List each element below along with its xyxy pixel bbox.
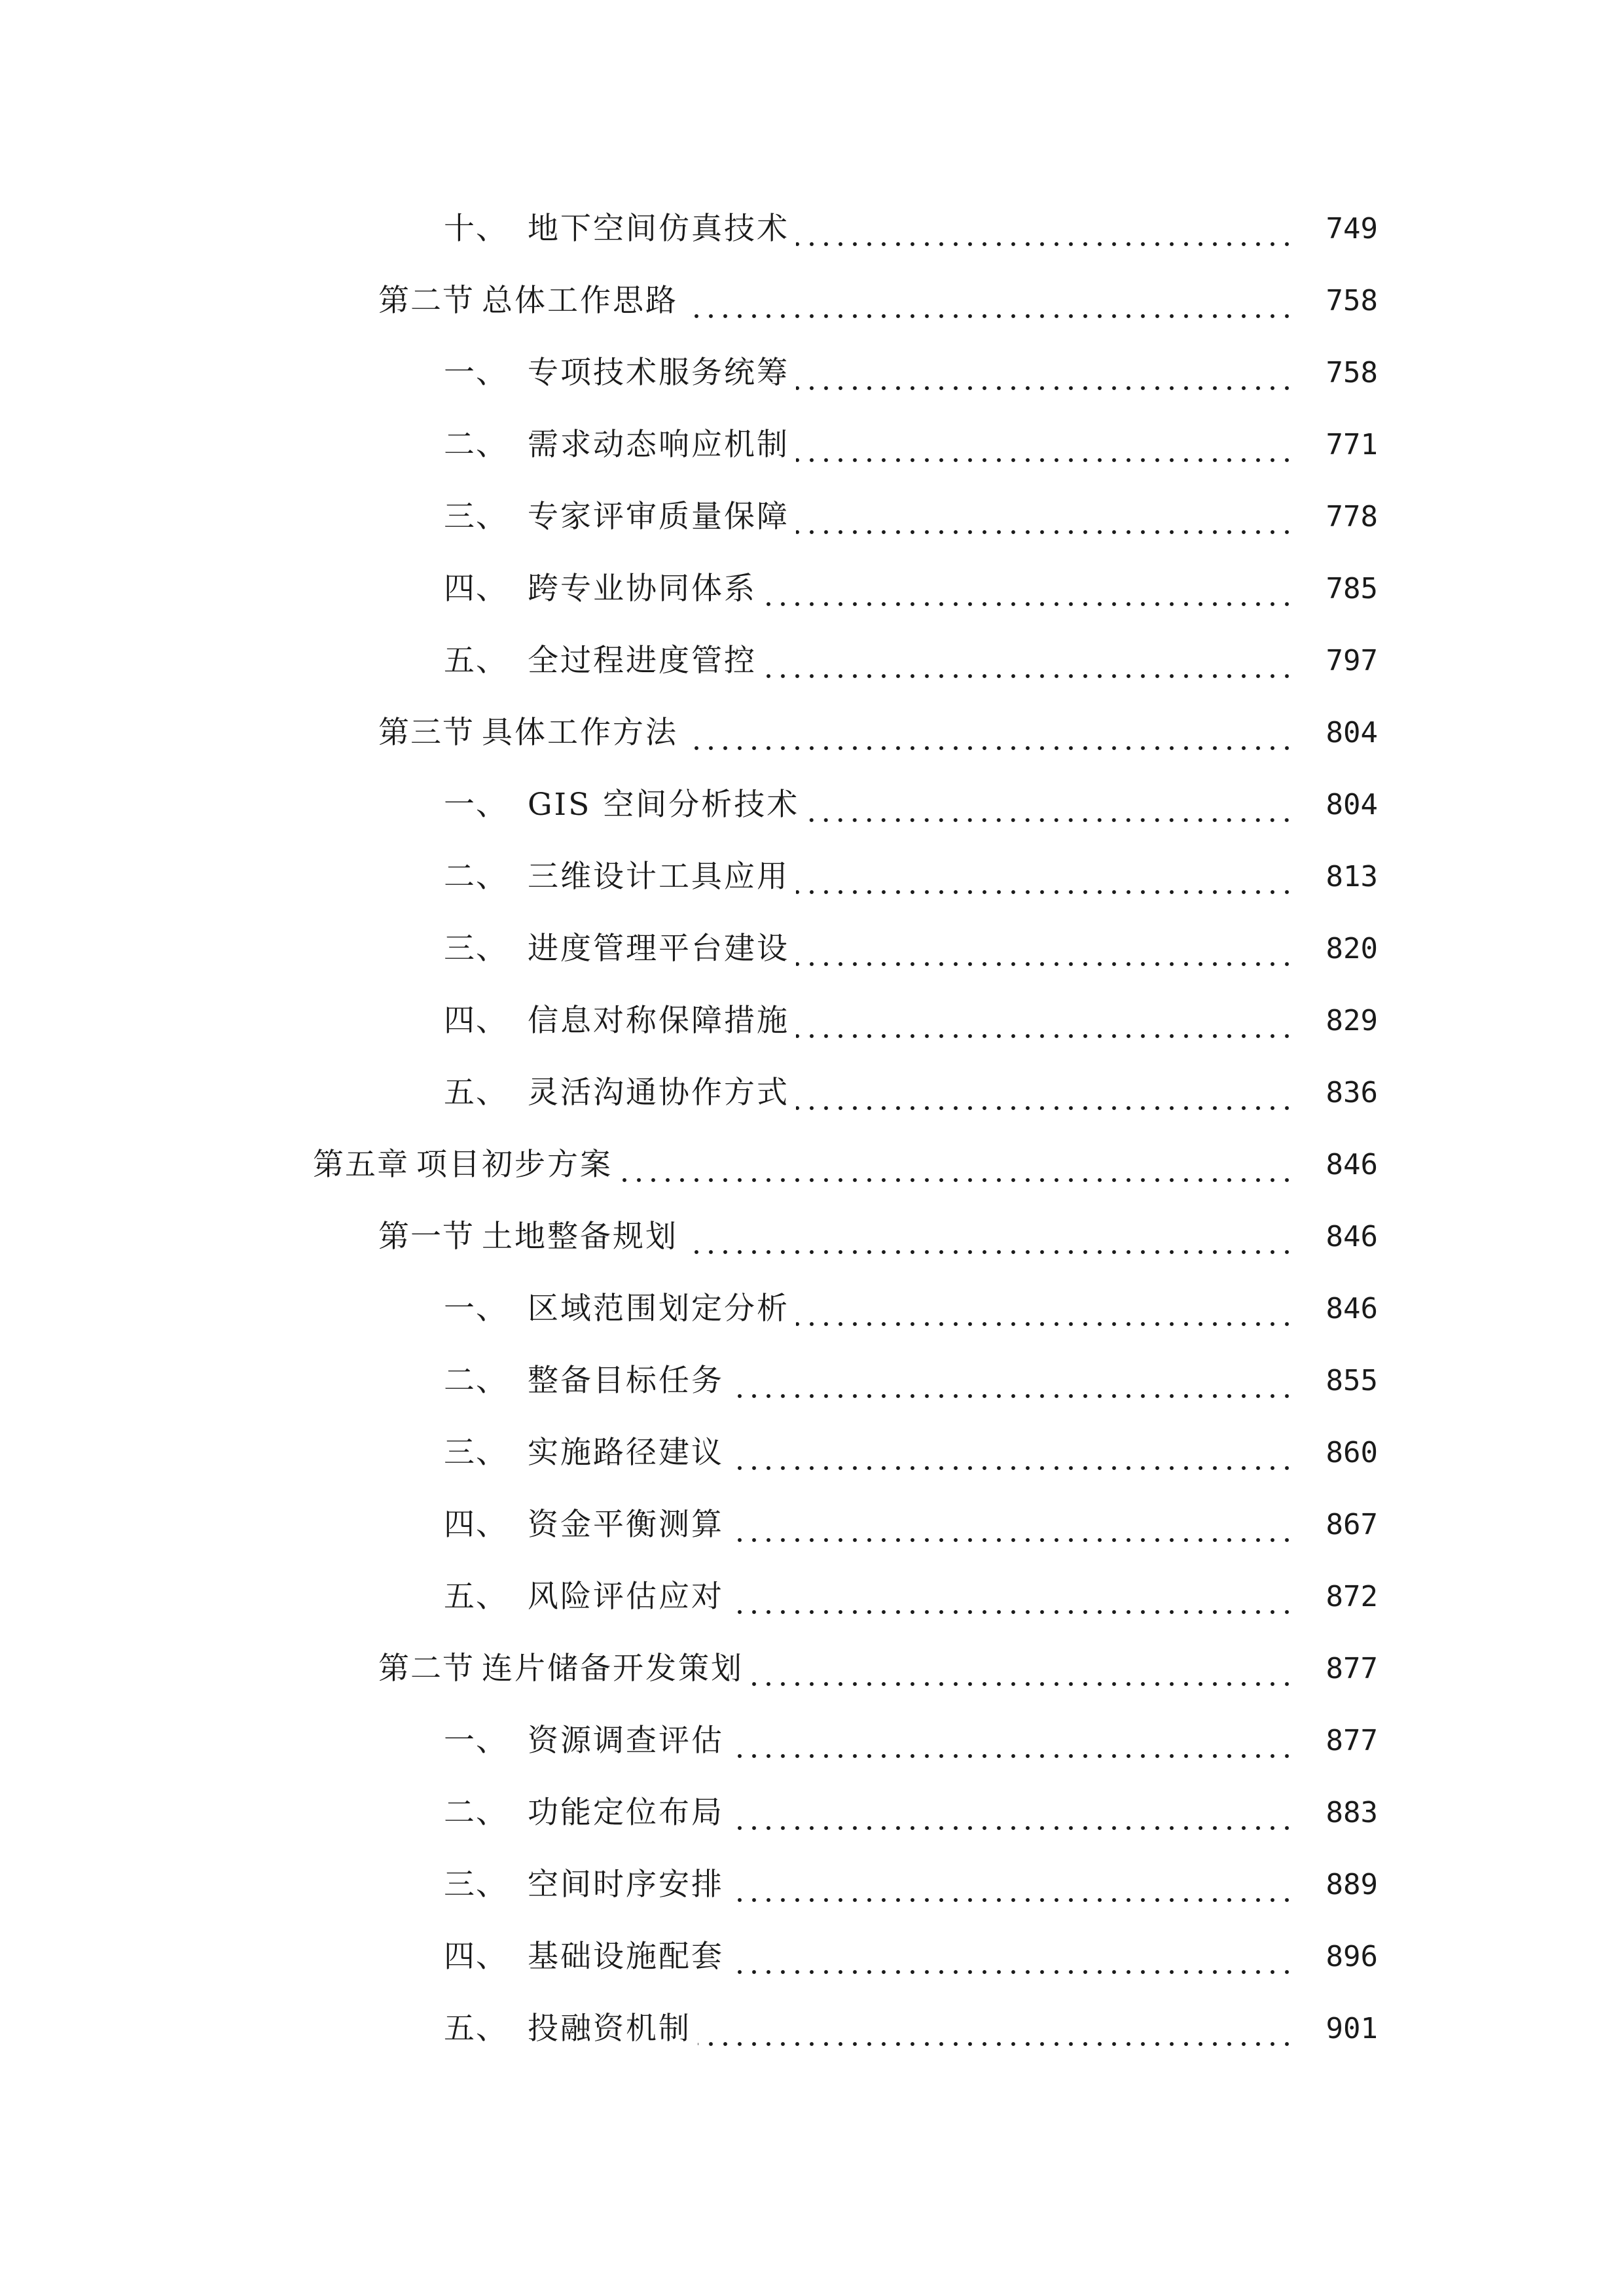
toc-entry-page: 846 bbox=[1326, 1148, 1378, 1181]
toc-entry-title: 实施路径建议 bbox=[528, 1435, 724, 1471]
toc-dot-leader bbox=[698, 2003, 1294, 2055]
toc-entry-page: 804 bbox=[1326, 788, 1378, 821]
toc-entry-page: 749 bbox=[1326, 212, 1378, 245]
toc-entry-page: 855 bbox=[1326, 1364, 1378, 1397]
toc-entry-title: 总体工作思路 bbox=[482, 283, 678, 319]
toc-entry-title: 具体工作方法 bbox=[482, 715, 678, 751]
toc-entry-number: 四、 bbox=[444, 1003, 508, 1039]
toc-entry[interactable] bbox=[444, 563, 1378, 615]
toc-entry-page: 901 bbox=[1326, 2012, 1378, 2045]
toc-dot-leader bbox=[731, 1499, 1294, 1551]
toc-entry-page: 877 bbox=[1326, 1724, 1378, 1757]
toc-entry-number: 四、 bbox=[444, 1507, 508, 1543]
toc-dot-leader bbox=[619, 1139, 1294, 1191]
toc-entry-title: 资源调查评估 bbox=[528, 1723, 724, 1759]
toc-entry[interactable] bbox=[444, 203, 1378, 255]
toc-entry-number: 十、 bbox=[444, 211, 508, 247]
toc-entry-number: 四、 bbox=[444, 571, 508, 607]
toc-entry-number: 第二节 bbox=[378, 1651, 475, 1687]
toc-entry[interactable] bbox=[444, 347, 1378, 399]
toc-dot-leader bbox=[731, 1931, 1294, 1983]
toc-entry-title: 风险评估应对 bbox=[528, 1579, 724, 1615]
toc-entry-number: 三、 bbox=[444, 499, 508, 535]
toc-entry-page: 860 bbox=[1326, 1436, 1378, 1469]
toc-entry-number: 一、 bbox=[444, 787, 508, 823]
toc-entry-page: 758 bbox=[1326, 356, 1378, 389]
toc-entry[interactable] bbox=[444, 1571, 1378, 1623]
toc-dot-leader bbox=[685, 1211, 1294, 1263]
toc-entry-page: 877 bbox=[1326, 1652, 1378, 1685]
toc-entry-title: 土地整备规划 bbox=[482, 1219, 678, 1255]
toc-dot-leader bbox=[763, 635, 1294, 687]
toc-entry-number: 四、 bbox=[444, 1939, 508, 1975]
toc-entry-number: 第二节 bbox=[378, 283, 475, 319]
toc-entry-title: 连片储备开发策划 bbox=[482, 1651, 744, 1687]
toc-entry-title: 灵活沟通协作方式 bbox=[528, 1075, 789, 1111]
toc-dot-leader bbox=[806, 779, 1294, 831]
toc-entry-number: 一、 bbox=[444, 1723, 508, 1759]
toc-entry[interactable] bbox=[444, 1499, 1378, 1551]
toc-dot-leader bbox=[796, 995, 1294, 1047]
toc-dot-leader bbox=[796, 491, 1294, 543]
toc-entry-number: 第五章 bbox=[313, 1147, 409, 1183]
toc-entry[interactable] bbox=[378, 275, 1378, 327]
toc-entry[interactable] bbox=[444, 1427, 1378, 1479]
toc-dot-leader bbox=[796, 419, 1294, 471]
toc-entry[interactable] bbox=[313, 1139, 1378, 1191]
toc-entry-title: 整备目标任务 bbox=[528, 1363, 724, 1399]
toc-entry-number: 三、 bbox=[444, 1867, 508, 1903]
toc-entry-page: 896 bbox=[1326, 1940, 1378, 1973]
toc-entry[interactable] bbox=[444, 1283, 1378, 1335]
toc-entry-title: 专项技术服务统筹 bbox=[528, 355, 789, 391]
toc-entry-number: 三、 bbox=[444, 1435, 508, 1471]
toc-entry[interactable] bbox=[444, 1355, 1378, 1407]
toc-entry-title: 地下空间仿真技术 bbox=[528, 211, 789, 247]
toc-entry-title: 投融资机制 bbox=[528, 2011, 691, 2047]
toc-dot-leader bbox=[731, 1571, 1294, 1623]
toc-entry[interactable] bbox=[378, 1643, 1378, 1695]
toc-entry[interactable] bbox=[444, 1067, 1378, 1119]
toc-dot-leader bbox=[685, 275, 1294, 327]
toc-entry-title: 功能定位布局 bbox=[528, 1795, 724, 1831]
toc-entry[interactable] bbox=[444, 1787, 1378, 1839]
toc-entry-page: 813 bbox=[1326, 860, 1378, 893]
toc-entry[interactable] bbox=[444, 2003, 1378, 2055]
toc-entry-page: 836 bbox=[1326, 1076, 1378, 1109]
toc-entry-page: 778 bbox=[1326, 500, 1378, 533]
toc-entry-number: 五、 bbox=[444, 1579, 508, 1615]
toc-entry-page: 820 bbox=[1326, 932, 1378, 965]
toc-dot-leader bbox=[731, 1787, 1294, 1839]
toc-entry-title: 项目初步方案 bbox=[416, 1147, 613, 1183]
toc-dot-leader bbox=[763, 563, 1294, 615]
toc-entry-number: 一、 bbox=[444, 355, 508, 391]
toc-entry-title: 跨专业协同体系 bbox=[528, 571, 757, 607]
toc-entry-page: 785 bbox=[1326, 572, 1378, 605]
toc-entry-title: 资金平衡测算 bbox=[528, 1507, 724, 1543]
toc-dot-leader bbox=[796, 923, 1294, 975]
toc-entry-page: 797 bbox=[1326, 644, 1378, 677]
toc-entry-page: 846 bbox=[1326, 1220, 1378, 1253]
toc-entry-page: 771 bbox=[1326, 428, 1378, 461]
toc-entry-title: 专家评审质量保障 bbox=[528, 499, 789, 535]
toc-entry-page: 883 bbox=[1326, 1796, 1378, 1829]
toc-entry[interactable] bbox=[444, 635, 1378, 687]
toc-entry-title: 三维设计工具应用 bbox=[528, 859, 789, 895]
toc-entry[interactable] bbox=[444, 491, 1378, 543]
toc-entry-title: 空间时序安排 bbox=[528, 1867, 724, 1903]
toc-entry[interactable] bbox=[444, 851, 1378, 903]
toc-dot-leader bbox=[796, 347, 1294, 399]
toc-dot-leader bbox=[796, 1067, 1294, 1119]
toc-entry[interactable] bbox=[444, 419, 1378, 471]
toc-dot-leader bbox=[796, 851, 1294, 903]
toc-entry[interactable] bbox=[444, 1931, 1378, 1983]
toc-dot-leader bbox=[731, 1859, 1294, 1911]
toc-dot-leader bbox=[796, 203, 1294, 255]
toc-dot-leader bbox=[750, 1643, 1294, 1695]
toc-entry-number: 二、 bbox=[444, 427, 508, 463]
toc-entry-title: 信息对称保障措施 bbox=[528, 1003, 789, 1039]
toc-entry-page: 846 bbox=[1326, 1292, 1378, 1325]
toc-dot-leader bbox=[731, 1427, 1294, 1479]
toc-entry-title: 进度管理平台建设 bbox=[528, 931, 789, 967]
toc-entry-page: 867 bbox=[1326, 1508, 1378, 1541]
toc-entry-number: 一、 bbox=[444, 1291, 508, 1327]
toc-entry-number: 二、 bbox=[444, 859, 508, 895]
toc-entry-title: 区域范围划定分析 bbox=[528, 1291, 789, 1327]
toc-entry-number: 五、 bbox=[444, 2011, 508, 2047]
toc-entry-title: 基础设施配套 bbox=[528, 1939, 724, 1975]
toc-entry-title: GIS 空间分析技术 bbox=[528, 787, 800, 823]
toc-entry-number: 第一节 bbox=[378, 1219, 475, 1255]
toc-entry[interactable] bbox=[444, 779, 1378, 831]
toc-entry-number: 二、 bbox=[444, 1363, 508, 1399]
toc-entry-page: 829 bbox=[1326, 1004, 1378, 1037]
toc-entry-page: 758 bbox=[1326, 284, 1378, 317]
toc-entry[interactable] bbox=[378, 1211, 1378, 1263]
toc-entry-number: 二、 bbox=[444, 1795, 508, 1831]
toc-dot-leader bbox=[731, 1715, 1294, 1767]
toc-entry-number: 五、 bbox=[444, 643, 508, 679]
toc-entry[interactable] bbox=[378, 707, 1378, 759]
toc-dot-leader bbox=[796, 1283, 1294, 1335]
toc-entry[interactable] bbox=[444, 923, 1378, 975]
toc-entry-page: 889 bbox=[1326, 1868, 1378, 1901]
toc-entry-number: 三、 bbox=[444, 931, 508, 967]
toc-entry-page: 872 bbox=[1326, 1580, 1378, 1613]
toc-dot-leader bbox=[731, 1355, 1294, 1407]
toc-entry[interactable] bbox=[444, 995, 1378, 1047]
toc-entry-title: 全过程进度管控 bbox=[528, 643, 757, 679]
toc-entry-number: 五、 bbox=[444, 1075, 508, 1111]
toc-entry-number: 第三节 bbox=[378, 715, 475, 751]
toc-entry[interactable] bbox=[444, 1715, 1378, 1767]
toc-dot-leader bbox=[685, 707, 1294, 759]
toc-entry[interactable] bbox=[444, 1859, 1378, 1911]
toc-entry-title: 需求动态响应机制 bbox=[528, 427, 789, 463]
toc-entry-page: 804 bbox=[1326, 716, 1378, 749]
